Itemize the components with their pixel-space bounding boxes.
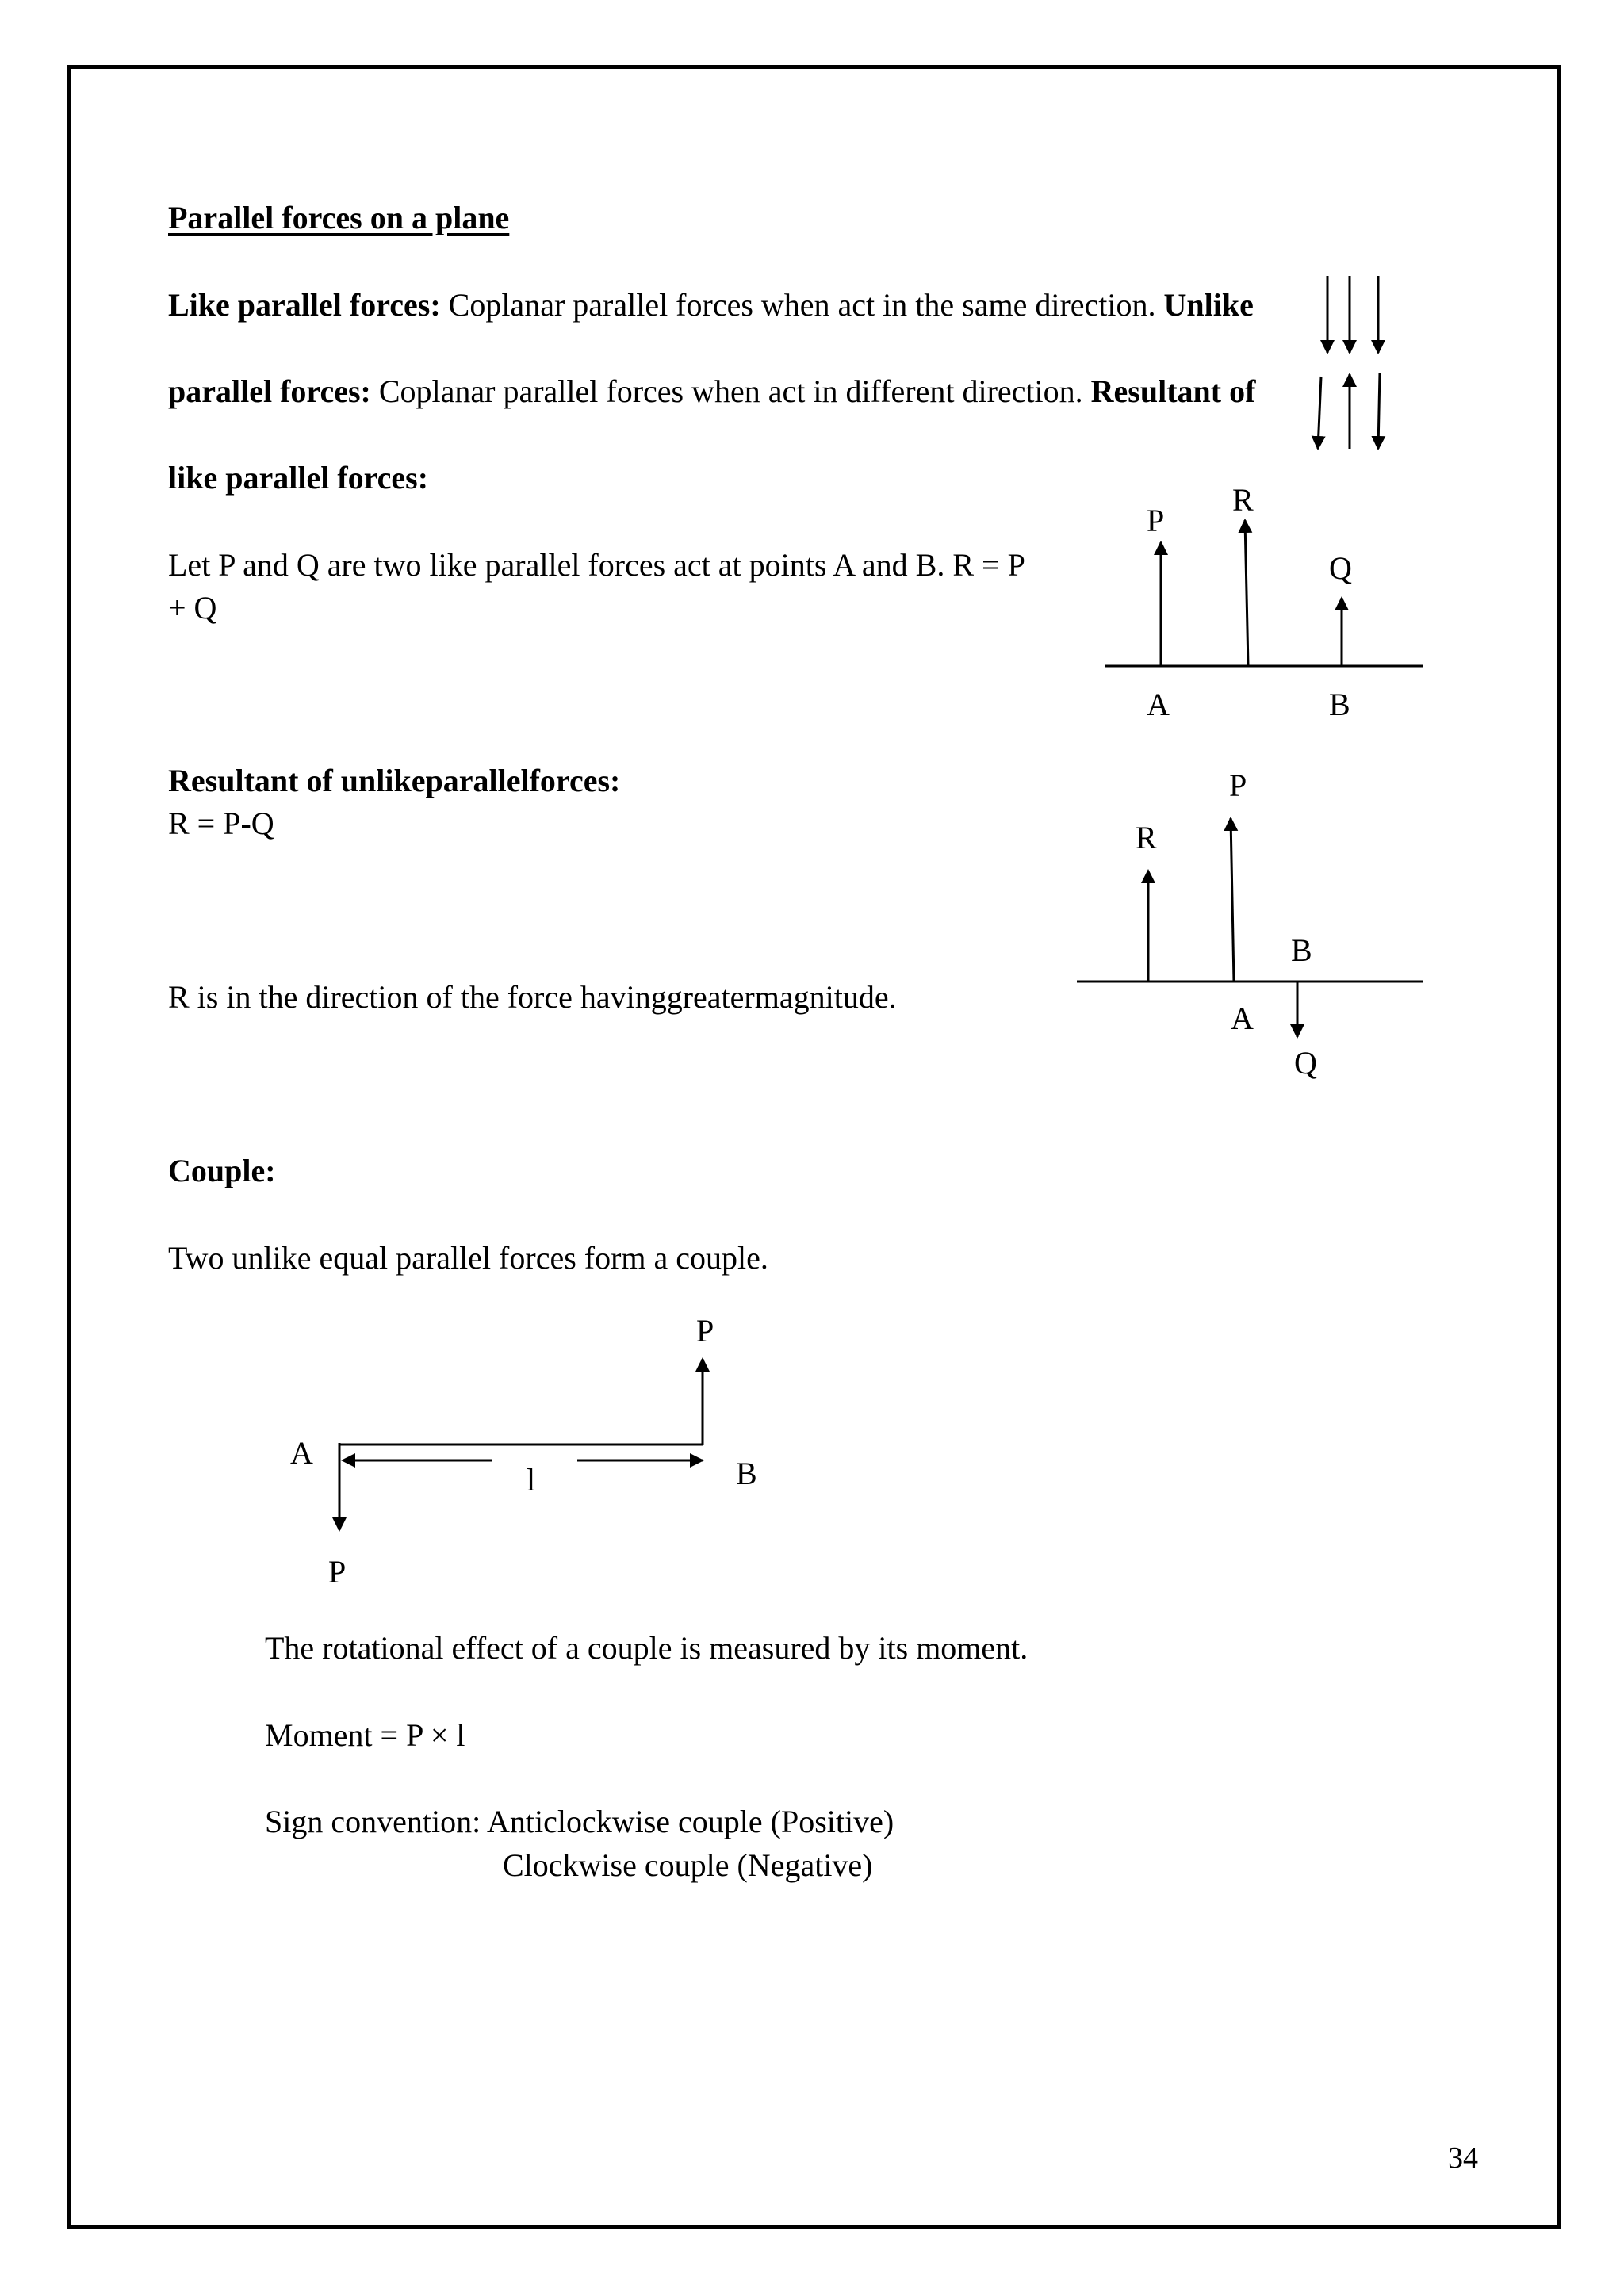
- unlike-label-b: B: [1291, 932, 1312, 968]
- like-term: Like parallel forces:: [168, 287, 441, 323]
- like-explanation-line1: Let P and Q are two like parallel forces act at points A and B. R = P: [168, 547, 1025, 583]
- unlike-note: R is in the direction of the force havinggreatermagnitude.: [168, 979, 897, 1015]
- like-label-a: A: [1147, 687, 1170, 722]
- like-label-p: P: [1147, 503, 1165, 538]
- resultant-like-heading: like parallel forces:: [168, 460, 429, 496]
- unlike-label-a: A: [1231, 1001, 1254, 1036]
- resultant-term-start: Resultant of: [1090, 373, 1256, 409]
- unlike-term: parallel forces:: [168, 373, 371, 409]
- moment-formula: Moment = P × l: [265, 1717, 465, 1753]
- sign-convention-line1: Sign convention: Anticlockwise couple (Positive): [265, 1804, 894, 1839]
- couple-label-p-top: P: [696, 1313, 714, 1349]
- unlike-text: Coplanar parallel forces when act in different direction.: [370, 373, 1091, 409]
- sign-convention-line2: Clockwise couple (Negative): [503, 1847, 873, 1883]
- resultant-unlike-heading: Resultant of unlikeparallelforces:: [168, 763, 621, 798]
- couple-diagram: [339, 1359, 703, 1530]
- couple-label-p-bottom: P: [328, 1554, 347, 1590]
- like-forces-diagram: [1105, 520, 1423, 666]
- couple-label-l: l: [527, 1462, 536, 1498]
- page-number: 34: [1448, 2141, 1478, 2175]
- unlike-term-start: Unlike: [1163, 287, 1254, 323]
- like-label-b: B: [1329, 687, 1350, 722]
- unlike-label-p: P: [1229, 767, 1247, 803]
- couple-moment-text: The rotational effect of a couple is measured by its moment.: [265, 1630, 1028, 1666]
- like-parallel-icon: [1327, 276, 1378, 353]
- like-label-q: Q: [1329, 550, 1352, 586]
- couple-definition: Two unlike equal parallel forces form a couple.: [168, 1240, 768, 1276]
- like-text: Coplanar parallel forces when act in the same direction.: [440, 287, 1164, 323]
- unlike-label-r: R: [1136, 820, 1157, 855]
- unlike-label-q: Q: [1294, 1045, 1317, 1081]
- section-heading: Parallel forces on a plane: [168, 200, 510, 235]
- couple-label-b: B: [736, 1456, 757, 1491]
- unlike-formula: R = P-Q: [168, 806, 274, 841]
- like-label-r: R: [1232, 482, 1254, 518]
- couple-heading: Couple:: [168, 1153, 276, 1188]
- unlike-parallel-icon: [1318, 373, 1380, 449]
- couple-label-a: A: [290, 1435, 313, 1471]
- like-explanation-line2: + Q: [168, 590, 217, 626]
